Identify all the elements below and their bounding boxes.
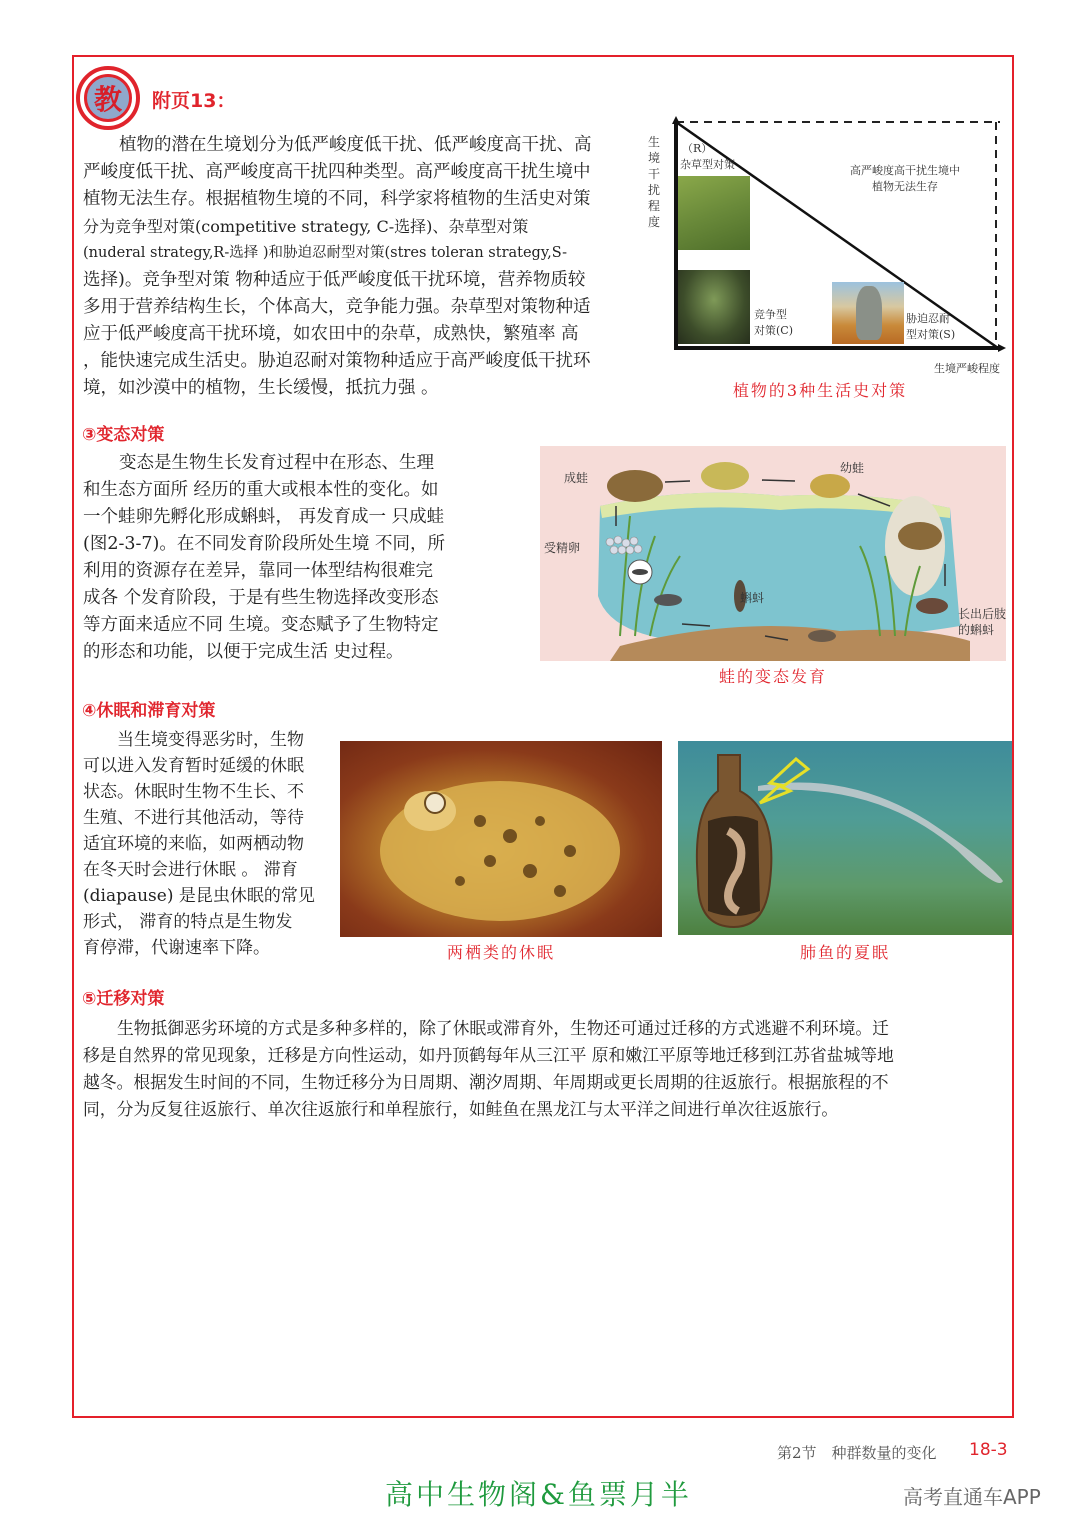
intro-line: ，能快速完成生活史。胁迫忍耐对策物种适应于高严峻度低干扰环 — [83, 351, 591, 371]
page-label: 附页13： — [152, 90, 236, 112]
intro-line: 分为竞争型对策(competitive strategy, C-选择)、杂草型对策 — [83, 217, 529, 236]
section5-line: 移是自然界的常见现象，迁移是方向性运动，如丹顶鹤每年从三江平 原和嫩江平原等地迁移到江苏省盐城等地 — [83, 1045, 894, 1065]
section4-line: 育停滞，代谢速率下降。 — [83, 938, 270, 958]
section4-title: ④休眠和滞育对策 — [82, 701, 216, 721]
c-label: 对策(C) — [754, 324, 793, 337]
region-note: 植物无法生存 — [872, 180, 938, 193]
intro-line: 选择)。竞争型对策 物种适应于低严峻度低干扰环境，营养物质较 — [83, 270, 586, 290]
section4-line: (diapause) 是昆虫休眠的常见 — [83, 886, 315, 906]
s-label: 型对策(S) — [906, 328, 956, 341]
section5-title: ⑤迁移对策 — [82, 989, 165, 1009]
teacher-badge-icon — [76, 66, 140, 130]
label-young-frog: 幼蛙 — [840, 461, 865, 475]
intro-paragraph — [83, 132, 638, 402]
intro-line: 境，如沙漠中的植物，生长缓慢，抵抗力强 。 — [83, 378, 439, 398]
s-label: 胁迫忍耐 — [906, 312, 950, 325]
section4-line: 生殖、不进行其他活动，等待 — [83, 808, 304, 828]
label-tadpole: 蝌蚪 — [740, 591, 765, 605]
lungfish-aestivation-photo — [678, 741, 1012, 935]
badge-char: 教 — [84, 74, 132, 122]
intro-line: 植物的潜在生境划分为低严峻度低干扰、低严峻度高干扰、高 — [119, 135, 592, 155]
section4-line: 在冬天时会进行休眠 。 滞育 — [83, 860, 298, 880]
footer-section-title: 第2节 种群数量的变化 — [777, 1444, 937, 1462]
section4-line: 状态。休眠时生物不生长、不 — [83, 782, 304, 802]
pond-illustration — [540, 446, 1006, 661]
y-axis-label: 生境干扰程度 — [648, 135, 661, 229]
section5-line: 生物抵御恶劣环境的方式是多种多样的，除了休眠或滞育外，生物还可通过迁移的方式逃避不利环境。迁 — [117, 1018, 889, 1038]
c-label: 竞争型 — [754, 308, 787, 321]
section3-line: (图2-3-7)。在不同发育阶段所处生境 不同，所 — [83, 534, 445, 554]
photo1-caption: 两栖类的休眠 — [446, 943, 555, 962]
cactus-photo — [832, 282, 904, 344]
section3-line: 变态是生物生长发育过程中在形态、生理 — [119, 453, 434, 473]
section3-line: 等方面来适应不同 生境。变态赋予了生物特定 — [83, 615, 439, 635]
watermark-green: 高中生物阁&鱼票月半 — [385, 1478, 692, 1511]
section3-line: 成各 个发育阶段，于是有些生物选择改变形态 — [83, 588, 439, 608]
intro-line: 应于低严峻度高干扰环境，如农田中的杂草，成熟快，繁殖率 高 — [83, 324, 579, 344]
hibernating-frog-photo — [340, 741, 662, 937]
section3-line: 的形态和功能，以便于完成生活 史过程。 — [83, 642, 404, 662]
x-axis-label: 生境严峻程度 — [934, 362, 1000, 375]
label-tadpole-legs: 的蝌蚪 — [958, 623, 995, 637]
intro-line: (nuderal strategy,R-选择 )和胁迫忍耐型对策(stres toleran strategy,S- — [83, 245, 568, 261]
section4-line: 当生境变得恶劣时，生物 — [117, 730, 304, 750]
section4-line: 适宜环境的来临，如两栖动物 — [83, 834, 304, 854]
label-fertilized-egg: 受精卵 — [544, 541, 581, 555]
label-tadpole-legs: 长出后肢 — [958, 607, 1006, 621]
photo2-caption: 肺鱼的夏眠 — [799, 943, 890, 962]
section3-paragraph — [83, 450, 473, 666]
watermark-app: 高考直通车APP — [903, 1485, 1041, 1509]
region-note: 高严峻度高干扰生境中 — [850, 164, 960, 177]
strategy-triangle-figure — [640, 112, 1020, 382]
section4-line: 形式， 滞育的特点是生物发 — [83, 912, 293, 932]
section5-line: 同，分为反复往返旅行、单次往返旅行和单程旅行，如鲑鱼在黑龙江与太平洋之间进行单次往返旅行。 — [83, 1099, 839, 1119]
tree-photo — [678, 270, 750, 344]
label-adult-frog: 成蛙 — [564, 471, 589, 485]
frog-metamorphosis-figure — [540, 446, 1006, 661]
page-number: 18-3 — [969, 1440, 1008, 1460]
section4-line: 可以进入发育暂时延缓的休眠 — [83, 756, 304, 776]
intro-line: 植物无法生存。根据植物生境的不同，科学家将植物的生活史对策 — [83, 189, 591, 209]
weed-photo — [678, 176, 750, 250]
intro-line: 严峻度低干扰、高严峻度高干扰四种类型。高严峻度高干扰生境中 — [83, 162, 591, 182]
figure1-caption: 植物的3种生活史对策 — [732, 381, 908, 400]
section3-line: 一个蛙卵先孵化形成蝌蚪， 再发育成一 只成蛙 — [83, 507, 445, 527]
intro-line: 多用于营养结构生长，个体高大，竞争能力强。杂草型对策物种适 — [83, 297, 591, 317]
section3-title: ③变态对策 — [82, 425, 165, 445]
section5-paragraph — [83, 1015, 1008, 1123]
section3-line: 利用的资源存在差异，靠同一体型结构很难完 — [83, 561, 433, 581]
figure2-caption: 蛙的变态发育 — [718, 667, 827, 686]
r-label: （R） — [682, 142, 713, 155]
section3-line: 和生态方面所 经历的重大或根本性的变化。如 — [83, 480, 439, 500]
section4-paragraph — [83, 727, 333, 961]
r-label: 杂草型对策 — [680, 158, 735, 171]
section5-line: 越冬。根据发生时间的不同，生物迁移分为日周期、潮汐周期、年周期或更长周期的往返旅行。根据旅程的不 — [83, 1072, 889, 1092]
